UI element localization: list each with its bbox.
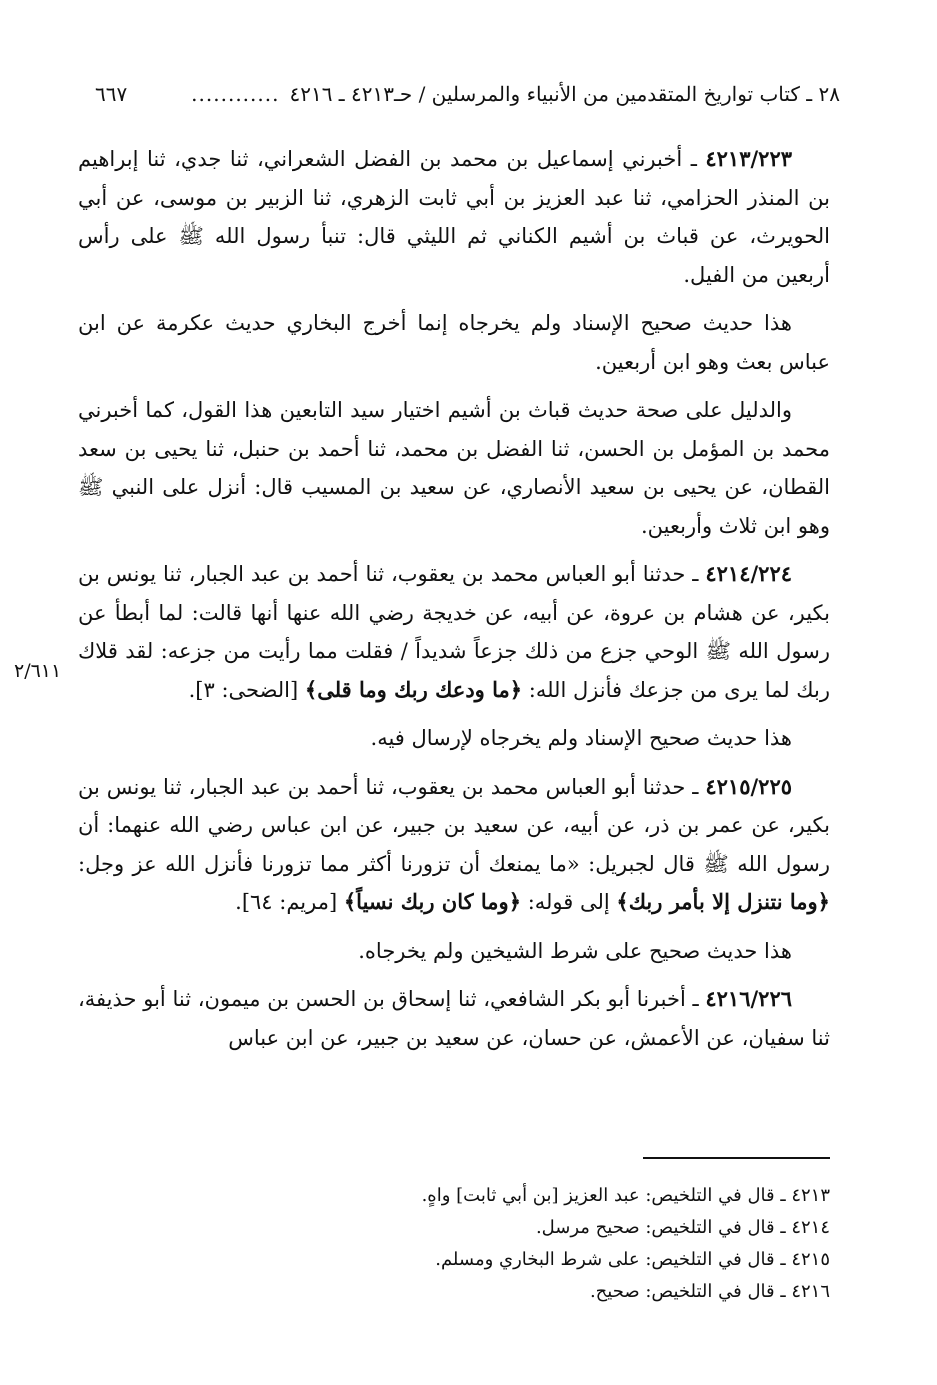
commentary-4213-a: هذا حديث صحيح الإسناد ولم يخرجاه إنما أخرج البخاري حديث عكرمة عن ابن عباس بعث وهو ابن أربعين.	[78, 311, 830, 374]
main-text	[78, 140, 830, 1067]
quran-quote: ﴿وما كان ربك نسياً﴾	[343, 889, 522, 914]
header-leader-dots: ............	[191, 82, 280, 106]
hadith-number: ٤٢١٤/٢٢٤	[705, 561, 792, 586]
hadith-text: ـ أخبرنا أبو بكر الشافعي، ثنا إسحاق بن الحسن بن ميمون، ثنا أبو حذيفة، ثنا سفيان، عن الأعمش، عن حسان، عن سعيد بن جبير، عن ابن عباس	[78, 987, 830, 1050]
hadith-text: ـ أخبرني إسماعيل بن محمد بن الفضل الشعراني، ثنا جدي، ثنا إبراهيم بن المنذر الحزامي، ثنا عبد العزيز بن أبي ثابت الزهري، ثنا الزبير بن موسى، عن أبي الحويرث، عن قباث بن أشيم الكناني ثم الليثي قال: تنبأ رسول الله ﷺ على رأس أربعين من الفيل.	[78, 147, 830, 287]
footnotes	[300, 1180, 830, 1308]
footnote-4214: ٤٢١٤ ـ قال في التلخيص: صحيح مرسل.	[535, 1217, 830, 1238]
footnote-4216: ٤٢١٦ ـ قال في التلخيص: صحيح.	[589, 1281, 830, 1302]
footnote-4215: ٤٢١٥ ـ قال في التلخيص: على شرط البخاري ومسلم.	[435, 1249, 830, 1270]
header-title: ٢٨ ـ كتاب تواريخ المتقدمين من الأنبياء والمرسلين / حـ٤٢١٣ ـ ٤٢١٦	[289, 82, 840, 106]
commentary-4215: هذا حديث صحيح على شرط الشيخين ولم يخرجاه.	[358, 938, 792, 963]
page-number: ٦٦٧	[95, 82, 128, 106]
hadith-text: ـ حدثنا أبو العباس محمد بن يعقوب، ثنا أحمد بن عبد الجبار، ثنا يونس بن بكير، عن هشام بن عروة، عن أبيه، عن خديجة رضي الله عنها أنها قالت: لما أبطأ عن رسول الله ﷺ الوحي جزع من ذلك جزعاً شديداً / فقلت مما رأيت من جزعه: لقد قلاك ربك لما يرى من جزعك فأنزل الله:	[78, 562, 830, 702]
margin-reference: ٢/٦١١	[14, 660, 62, 682]
hadith-text: ـ حدثنا أبو العباس محمد بن يعقوب، ثنا أحمد بن عبد الجبار، ثنا يونس بن بكير، عن عمر بن ذر، عن أبيه، عن سعيد بن جبير، عن ابن عباس رضي الله عنهما: أن رسول الله ﷺ قال لجبريل: «ما يمنعك أن تزورنا أكثر مما تزورنا فأنزل الله عز وجل:	[78, 774, 830, 876]
hadith-4215	[78, 768, 830, 922]
commentary-4214: هذا حديث صحيح الإسناد ولم يخرجاه لإرسال فيه.	[370, 726, 792, 750]
hadith-number: ٤٢١٥/٢٢٥	[705, 773, 792, 799]
quran-citation: [مريم: ٦٤].	[235, 890, 344, 914]
hadith-number: ٤٢١٣/٢٢٣	[705, 146, 792, 171]
quran-quote: ﴿ما ودعك ربك وما قلى﴾	[304, 676, 523, 702]
hadith-text-connector: إلى قوله:	[521, 890, 617, 914]
hadith-number: ٤٢١٦/٢٢٦	[705, 986, 792, 1011]
commentary-4213-b: والدليل على صحة حديث قباث بن أشيم اختيار سيد التابعين هذا القول، كما أخبرني محمد بن المؤمل بن الحسن، ثنا الفضل بن محمد، ثنا أحمد بن حنبل، ثنا يحيى بن سعد القطان، عن يحيى بن سعيد الأنصاري، عن سعيد بن المسيب قال: أنزل على النبي ﷺ وهو ابن ثلاث وأربعين.	[78, 398, 830, 538]
footnote-separator	[643, 1157, 830, 1159]
quran-quote: ﴿وما نتنزل إلا بأمر ربك﴾	[616, 889, 830, 914]
hadith-4214	[78, 555, 830, 709]
quran-citation: [الضحى: ٣].	[188, 677, 305, 702]
running-header	[95, 80, 840, 108]
hadith-4216	[78, 980, 830, 1057]
footnote-4213: ٤٢١٣ ـ قال في التلخيص: عبد العزيز [بن أبي ثابت] واهٍ.	[421, 1185, 830, 1206]
hadith-4213	[78, 140, 830, 294]
